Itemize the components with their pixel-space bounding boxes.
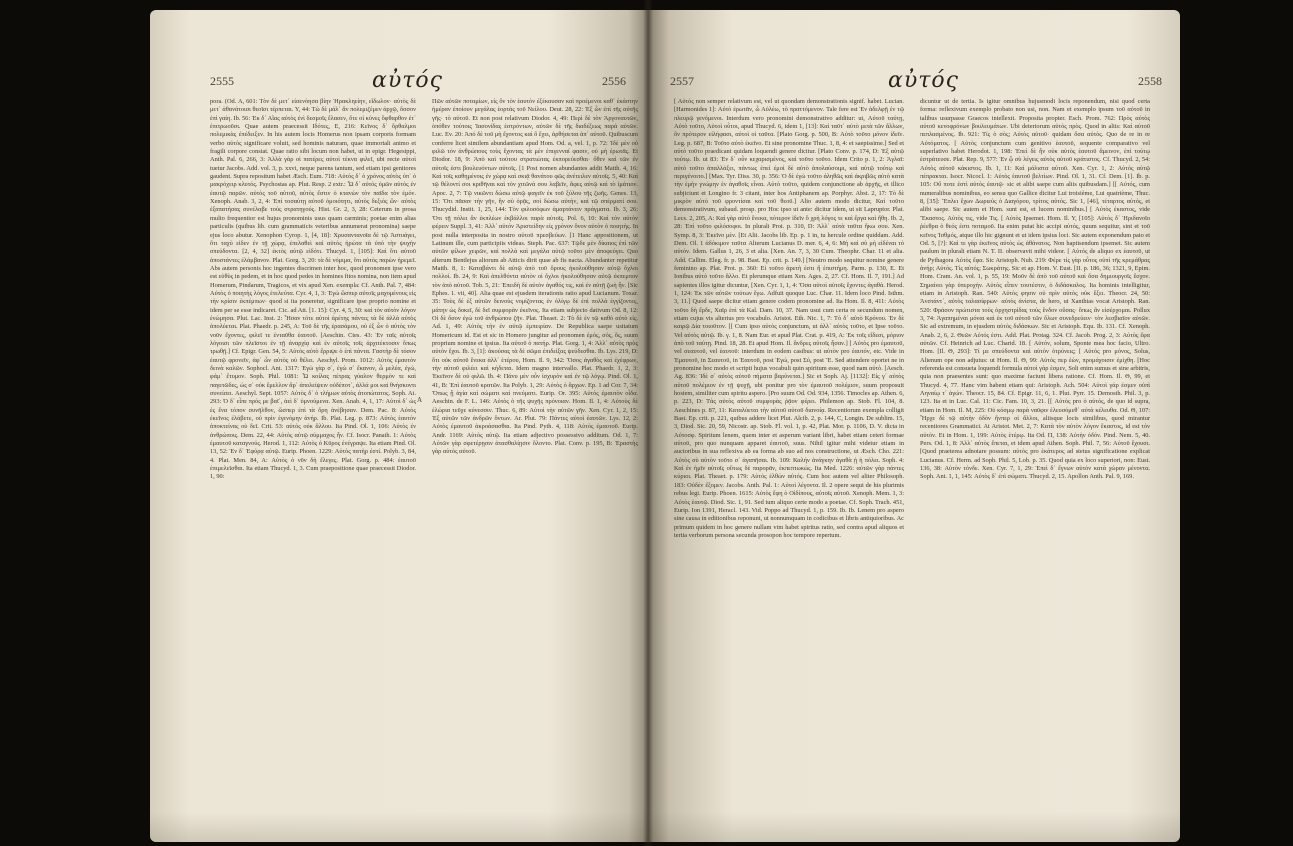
right-page-header xyxy=(648,68,1180,96)
right-page-columns xyxy=(674,98,1150,834)
text-column-1 xyxy=(210,98,416,834)
text-column-4 xyxy=(920,98,1150,834)
left-page xyxy=(150,10,648,842)
left-page-columns xyxy=(210,98,638,834)
column-text: dicuntur ut de tertia. Is igitur omnibus hujusmodi locis reponendum, nisi quod certa forma: reflexivum exemplo probato non usi, non. Nam et exemplo ipsum τοῦ αὐτοῦ in talibus usurpasse Graecos intellexit. Proposita propter. Esch. Prom. 762: Πρὸς αὐτὸς αὐτοῦ κενοφρόνων βουλευμάτων. Ubi deteriorum αὐτὸς πρὸς. Quod in aliis: Καὶ αὐτοῦ πεπλασμένος. Ib. 921: Τίς ὁ σὸς; Αὐτὸς αὐτοῦ· quidam ὅσα αὐτὸς. Quo de re in re Αὐτόματος. [ Αὐτὸς conjunctum cum genitivo ἑαυτοῦ, sequente comparativo vel superlativo habet Herodot. 1, 198: Ἐπεὶ δὲ ἦν οὐκ αὐτὸς ἑαυτοῦ ἄμεινον, ἐπὶ τούτῳ ἐστράτευσε. Plat. Rep. 9, 577: Ἐν ᾧ σὺ λέγεις αὐτὸς αὐτοῦ κράτιστος. Cf. Thucyd. 2, 54: Αὐτὸς αὐτοῦ κάκιστος. Ib. 1, 11: Καὶ μάλιστα αὐτοῦ. Xen. Cyr. 1, 2: Αὐτὸς αὐτῷ πέπρακται. Isocr. Nicocl. 1: Αὐτὸς ἑαυτοῦ βελτίων. Pind. Ol. 1, 31. Cf. Dem. [1]. Ib. p. 105: Οὔ ποτε ἐστὶ αὐτὸς ἑαυτῷ· sic et alibi saepe cum aliis quibusdam.] [[ Αὐτός, cum numeralibus nominibus, eo sensu quo Gallice dicitur Lui troisième, Lui quatrième, Thuc. 8, [35]: Ἔπλει ἔχων Δωριεὺς ὁ Διαγόρου, τρίτος αὐτός. Sic 1, [46], τέταρτος αὐτός, et alibi saepe. Sic autem et Hom. sunt est, et lucem nominibus.] [ Αὐτὸς ἑκαστος, vide Ἕκαστος. Αὐτὸς τις, vide Τις. [ Αὐτὸς Ipsemet. Hom. Il. Y, [105]: Αὐτὸς δ᾽ Ἠριδανοῖο ῥέεθρα ὁ θεός ἐστι ποταμοῦ. Ita enim putat hic accipi αὐτός, quum sequitur, sint et τοῦ κεῖνος Ἰσθμός, atque illo hic gignunt et ut idem ipsius loci. Sic autem exponendum pato et Od. 5, [?]: Καὶ τε γὰρ ἐκεῖνος αὐτὸς ὡς ἀθάνατος. Non haptisendum ipsemet. Sic autem paulum in plurali etiam N. T. II. observavit mihi videor. [ Αὐτός de aliquo ex ἑαυτοῦ, ut de Pythagora Αὐτὸς ἔφα. Sic Aristoph. Nub. 219: Φέρε τίς γὰρ οὗτος οὐπὶ τῆς κρεμάθρας ἀνήρ; Αὐτός. Τίς αὐτός; Σωκράτης. Sic et ap. Hom. V. Eust. [II. p. 186, 36; 1321, 9, Epim. Hom. Cram. An. vol. 1, p. 55, 19: Μοῦν δὲ ἀπὸ τοῦ αὐτοῦ καὶ ὅσα δημιουργοῖς ἔσχον. Σημαίνει γὰρ ὑπεροχήν. Αὐτὸς εἶπεν τουτέστιν, ὁ διδάσκαλος. Ita hominis intelligitur, etiam in Aristoph. Ran. 540: Αὐτὸς φησιν οὐ πρὶν αὐτὸς οὐκ ἔξει. Theocr. 24, 50: Ἀνστάντ᾽, αὐτὸς ταλασίφρων· αὐτὸς ἀνίστα, de hero, ut Xanthias vocat Aristoph. Ran. 520: Φράσον πρώτιστα τοὺς ὀρχηστρίδας τοὺς ἔνδον οὔσας· ὅπως ἂν εἰσέρχομαι. Pollux 3, 74: Ἀγαπημέναι μόναι καὶ ἐκ τοῦ αὐτοῦ τῶν ὅλων συνεδρεύειν· τὸν λεσβιαῖον αὐτῶν. Sic ad extremum, in ejusdem αὐτὸς διδάσκων. Sic et Aristoph. Equ. Ib. 131. Cf. Xenoph. Anab. 2, 6, 2. Θεῶν Αὐτός ἐστι. Add. Plat. Protag. 324. Cf. Jacob. Prog. 2, 3: Αὐτὸς ἔφα αὐτῶν. Cf. Heinrich ad Luc. Charid. 18. [ Αὐτόν, solum, Sponte mea hoc facio, Ultro. Hom. [Il. Θ, 293]: Τί με σπεύδοντα καὶ αὐτὸν ὀτρύνεις; [ Αὐτός pro μόνος, Solus, Alienum ope non adjutus: ut Hom. Il. Θ, 99: Αὐτός περ ἐὼν, προμάχοισιν ἐμίχθη. [Hoc referenda est consueta loquendi formula αὐτοὶ γάρ ἐσμεν, Soli enim sumus et sine arbitris, quia non praesentes sunt: quo maxime faciunt libera ratione. Cf. Hom. Il. Θ, 99, et Thucyd. 4, 77. Hanc vim habent etiam qui: Aristoph. Ach. 504: Αὐτοὶ γάρ ἐσμεν οὐπὶ Ληναίῳ τ᾽ ἀγών. Theocr. 15, 84. Cf. Epigr. 11, 6, 1. Plut. Pyrr. 15. Demosth. Phil. 3, p. 123. Ita et in Luc. Cal. 11: Cic. Fam. 10, 3, 21. [[ Αὐτός pro ὁ αὐτός, de quo id supra, etiam in Hom. Il. M, 225: Οὐ κόσμῳ παρὰ ναῦφιν ἐλευσόμεθ᾽ αὐτὰ κέλευθα. Od. Θ, 107: Ἦρχε δὲ τῷ αὐτὴν ὁδὸν ἥνπερ οἱ ἄλλοι, aliisque locis similibus, quod mirantur recentiores Grammatici. At Aristot. Met. 2, 7: Κατὰ τὸν αὐτὸν λόγον ἕκαστος, id est τὸν αὐτόν. Et in Hom. 1, 199: Αὐτὸς ἑτέρῳ. Ita Od. Π, 138: Αὐτὴν ὁδόν. Pind. Nem. 5, 40. Pers. Od. 1, 8: Ἀλλ᾽ αὐτὸς ἔπεται, et idem apud Athen. Soph. Phil. 7, 56: Αὐτοῦ ἔχουσι. [Quod praeterea adnotare possum: αὐτὸς pro ἑκάτερος ad stetus significatione explicat Lucianus. Cf. Herm. ad Soph. Phil. 5, Lob. p. 35. Quod quia ex loco superiori, non: Eust. 136, 38: Αὐτὸν τόνδε. Xen. Cyr. 7, 1, 29: Ἐπεὶ δ᾽ ἔγνων αὐτὸν κατὰ χώραν μένοντα. Soph. Ant. 1, 1, 145: Αὐτὸς δ᾽ ἐπὶ σώματι. Thucyd. 2, 15. Apollon Anth. Pal. 9, 169. xyxy=(920,98,1150,481)
column-text: Πῶν αὐτῶν ποταμίων, εἰς ὃν τὸν ἑαυτὸν ἐξέκαυσαν καὶ προέμενοι καθ᾽ ἑκάστην ἡμέραν ἐποίουν μεγάλας ἑορτὰς τοῦ Νείλου. Deut. 28, 22: Ἐξ ὧν ἐπὶ τῆς αὐτῆς γῆς· τὸ αὐτοῦ. Et non post relativum Diodor. 4, 49: Περὶ δὲ τὸν Ἀργοναυτῶν, ὁπόθεν τούτοις Ἰασονίδας ἐστρόντων, αὐτῶν δὲ τῆς διαδέξεως παρά αὐτῶν. Luc. Ev. 20: Ἀπό δὲ τοῦ μὴ ἔχοντος καὶ ὃ ἔχει, ἀρθήσεται ἀπ᾽ αὐτοῦ. Quibuscum conferre licet similem abundantiam apud Hom. Od. a, vel. 1, p. 72: Ἰδὲ μὲν οὐ φιλῶ τὸν ἀνθρώπους τοὺς ἔχοντας τὰ μὲν ἐπιγενναί φασιν, οὐ μὴ ἐρωτᾶς. Et Diodor. 18, 9: Ἀπὸ καὶ τούτου στρατιώτας ἐκπορεύεσθαι· ὅθεν καὶ τῶν ἐν αὐτοῖς ἐστι βουλευόντων αὐτοῖς. [1 Post nomen abundantes addit Matth. 4, 16: Καὶ τοῖς καθημένοις ἐν χώρᾳ καὶ σκιᾷ θανάτου φῶς ἀνέτειλεν αὐτοῖς. 5, 40: Καὶ τῷ θέλοντί σοι κριθῆναι καὶ τὸν χιτῶνά σου λαβεῖν, ἄφες αὐτῷ καὶ τὸ ἱμάτιον. Apoc. 2, 7: Τῷ νικῶντι δώσω αὐτῷ φαγεῖν ἐκ τοῦ ξύλου τῆς ζωῆς. Genes. 13, 15: Ὅτι πᾶσαν τὴν γῆν, ἣν σὺ ὁρᾷς, σοὶ δώσω αὐτήν, καὶ τῷ σπέρματί σου. Thucydid. Instit. 1, 25, 144: Τὸν φιλοσόφων ἁμαρτάνειν πράγματα. Ib. 3, 26: Ὅτι τῇ πόλει ἂν ἐκπλέων ἐκβάλλοι παρὰ αὐτοῖς. Pol. 6, 10: Καὶ τὸν αὐτὸν φέρειν Suppl. 3, 41: Ἀλλ᾽ αὐτὸν Ἀριστείδην εἰς χρόνον ὄνον αὐτὸν ὁ ποιητὴς. In post nulla interposita in nostro αὐτοῦ πρεσβεύων. [1 Hanc appositionem, ut Latinum ille, cum participiis videas. Steph. Pac. 637: Τῷδε μὲν δίκαιος ἐπὶ τῶν αὐτῶν φίλων χειρῶν, καὶ πολλὰ καὶ μεγάλα αὐτῷ τοῦτο μὲν ἀποφεύγει. Quo alterum Bentlejus aliorum ab Atticis dirit quae ab fis nacta. Abundanter repetitur Matth. 8, 1: Καταβάντι δὲ αὐτῷ ἀπὸ τοῦ ὄρους ἠκολούθησαν αὐτῷ ὄχλοι πολλοί. Ib. 24, 9: Καὶ ἀπελθόντα αὐτὸν οἱ ὄχλοι ἠκολούθησαν αὐτῷ ἐκπεμπον τὸν ἀπὸ αὐτοῦ. Tob. 5, 21: Ἐπειδὴ δὲ αὐτὸν ἀγαθός τις, καὶ ἐν αὐτῇ ζωὴ ἦν. [Sic Ephes. 1. vii, 40]. Alia quae est ejusdem iterationis ratio apud Lucianum. Toxar. 35: Τοὺς δὲ ἐξ αὐτῶν δεινοὺς νομίζοντας ἐν ὀλίγῳ δὲ ἐπὶ πολλὰ ἐγγίζοντες, μάτην ὡς δοκεῖ, δὲ δεῖ συμφορὰν ἐκεῖνος. Ita etiam subjecto dativum Od. 8, 12: Οἱ δὲ ὅσον ἐγὼ τοῦ ἀνθρώπου ζῆν. Plat. Theaet. 2: Τὸ δὲ ἐν τῷ καθὸ αὐτὸ εἰς. Ad. 1, 49: Αὐτὸς τὴν ἐν αὐτῷ ἐμπειρίαν. De Republica saepe usitatum Homericum id. Est et sic in Homero jungitur ad pronomen ἐμός, σός, ὅς, suum proprium nomine et ipsius. Ita αὐτοῦ ὁ πατήρ. Plat. Gorg. 1, 4: Ἀλλ᾽ αὐτὸς πρὸς αὐτὸν ἔχοι. Ib. 3, [1]: ἀκούσας τὰ δὲ σῶμα ἐπιδείξας ψεύδεσθαι. Ib. Lys. 219, D: ὅτι οὐκ αὐτοῦ ἕνεκα ἀλλ᾽ ἑτέρου, Hom. Il. 9, 342: Ὅσος ἀγαθὸς καὶ ἐχέφρων, τὴν αὐτοῦ φιλέει καὶ κήδεται. Idem magno intervallo. Plat. Phaedr. 1, 2, 3: Ἐκεῖνον δὲ οὐ φιλῶ. Ib. 4: Πάνυ μὲν οὖν ἰσχυρὸν καὶ ἐν τῷ λόγῳ. Pind. Ol. 1, 41, B: Ἐπὶ ἑαυτοῦ κρατῶν. Ita Polyb. 1, 29: Αὐτὸς ὁ ἄρχων. Ep. 1 ad Cor. 7, 34: Ὅπως ᾖ ἁγία καὶ σώματι καὶ πνεύματι. Eurip. Or. 395: Αὐτὸς ἐμαυτὸν οἶδα. Aeschin. de F. L. 146: Αὐτὸς ὁ τῆς ψυχῆς πρόνοιαν. Hom. Il. 1, 4: Αὐτοὺς δὲ ἑλώρια τεῦχε κύνεσσιν. Thuc. 6, 89: Αὐτοὶ τὴν αὐτῶν γῆν. Xen. Cyr. 1, 2, 15: Ἐξ αὐτῶν τῶν ἀνδρῶν ὄντων. Ar. Plut. 79: Πάντες αὐτοὶ ἑαυτῶν. Lys. 12, 2: Αὐτὸς ἐμαυτοῦ ἀκροάσασθαι. Ita Pind. Pyth. 4, 118: Αὐτὸς ἐμαυτοῦ. Eurip. Andr. 1169: Αὐτὸς αὐτῷ. Ita etiam adjectivo possessivo additum. Od. 1, 7: Αὐτῶν γὰρ σφετέρῃσιν ἀτασθαλίῃσιν ὄλοντο. Plat. Conv. p. 195, B: Ἐραστὴς γὰρ αὐτὸς αὐτοῦ. xyxy=(432,98,638,456)
text-column-3 xyxy=(674,98,904,834)
page-number-right: 2558 xyxy=(1138,74,1162,88)
text-column-2 xyxy=(432,98,638,834)
headword-left: αὐτός xyxy=(372,68,443,93)
column-text: [ Αὐτός non semper relativum est, vel ut quondam demonstrationis signif. habet. Lucian. [Harmonides 1]: Αὐτὸ ἐρωτᾶν, ὦ Αὐλέω, τὸ πραττόμενον. Tale fere est Ἐν ἀδελφῇ ἐν τῷ πλευρῷ γενόμενοι. Interdum vero pronomini demonstrativo additur: ut, Αὐτοῦ ταύτῃ, Αὐτὸ τοῦτο, Αὐτοὶ οὗτοι, apud Thucyd. 6, idem 1, [13]: Καὶ ταῦτ᾽ αὐτὸ μετὰ τῶν ἄλλων, ὃν πρότερον εἰλήφασι, αὐτοὶ οἱ ταῦτα. [Plato Gorg. p. 500, B: Αὐτὸ τοῦτο μόνον ἰδεῖν. Leg. p. 687, B: Τοῦτο αὐτὸ ἐκεῖνο. Et sine pronomine Thuc. 1, 8, 4: et saepissime.] Sed et αὐτὸ τοῦτο praedicant quidam loquendi genere dicitur. [Plato Conv. p. 174, D: Ἐξ αὐτῷ τούτῳ. Ib. ut 83: Ἐν δ᾽ οὖν κεχαρισμένος, καὶ τοῦτο τοῦτο. Idem Crito p. 1, 2: Ἀγλαῖ: αὐτὸ τοῦτο ἀπαλλάξει, πάντως ἐπεὶ ἐμοὶ δὲ αὐτὸ ἀπολαύσοιμι, καὶ αὐτῷ τούτῳ καὶ περιγένοιτο.] [Max. Tyr. Diss. 30, p. 356: Ὁ δὲ ἐγὼ τοῦτο ἀληθῶς καὶ ἀκριβῶς αὐτὸ κατὰ τὴν ἐμὴν γνώμην ἐν ἀγαθοῖς εἶναι. Αὐτὸ τοῦτο, quidem conjunctione ab ἀρχῆς, et illico subjiciunt et Longino fr. 3 citant, inter hos Antiphanem ap. Porphyr. Abst. 2, 17: Τὸ δὲ μικρὸν αὐτὸ τοῦ φροντίσαι καὶ τοῦ θεοῦ.] Alio autem modo dicitur, Καὶ τοῦτο demonstrativum, subaud. prosp. pro Hoc ipso ut ante: dicitur idem, ut sit Lapruptor. Plat. Lecs. 2, 205, A: Καὶ γὰρ αὐτὸ ἕνεκα, πότερον ἰδεῖν ὃ χρὴ λόγος τε καὶ ἔργα καὶ ἤθη. Ib. 2, 28: Ἐπὶ τοῦτο φιλόσοφοι. In plurali Prot. p. 310, D: Ἀλλ᾽ αὐτὰ ταῦτα ἥκω σου. Xen. Symp. 8, 3: Ἐκεῖνο μὲν. [Et Alii. Jacobs lib. Ep. p. 1 in, tu hercule ordine quiddam. Add. Dem. Ol. 1 ἀδόκιμον ταῦτα Alterum Lucianus D. mer. 6, 4, 6: Μὴ καὶ σὺ μὴ εἰδέναι τὸ αὐτόν. Idem. Gallus 1, 26, 3 et alia. [Xen. An. 7, 3, 30 Cum. Theophr. Char. 11 et alia. Add. Callim. Eleg. fr. p. 98. Bast. Ep. crit. p. 149.] [Neutro modo sequitur nomine genere feminino ap. Plat. Prot. p. 360: Εἰ τοῦτο ἀρετὴ ἐστι ἢ ἐπιστήμη. Parm. p. 130, E. Et Ionibus αὐτὸ τοῦτο ἄλλο. Et plerumque etiam Xen. Ages. 2, 27. Cf. Hom. Il. 7, 191.] Ad sapientes illos igitur dicuntur, [Xen. Cyr. 1, 1, 4: Ὅσα αὐτοὶ αὐτοῖς ἔχοντες ἀγαθά. Herod. 1, 124: Ἐκ τῶν αὐτῶν τούτων ἔγω. Adfuit quoque Luc. Char. 11. Idem loco Pind. Isthm. 3, 11.] Quod saepe dicitur etiam genere codem pronomine ad. Ita Hom. Il. 8, 411: Αὐτὸς τοῦτο δὴ ἔρδε, Χαῖρ ἐπὶ τὰ Kal. Dam. 10, 37. Nam usui cum certa re secundum nomen, etiam cujus vis alterius pro vocabulo. Aristot. Eth. Nic. 1, 7: Τὸ δ᾽ αὐτὸ Κρόνου. Ἐν δὲ καιρῷ Δία τοιοῦτον. [[ Cum ipso αὐτὸς conjunctum, ut ἀλλ᾽ αὐτὸς τοῦτο, et Ipse τοῦτο. Vel αὐτὸς αὐτῷ. Ib. γ. 1, 8. Nam Eur. et apud Plat. Crat. p. 419, A: Ἐκ τοῖς εἴδεσι, μόριον ἀπὸ τοῦ ταύτῃ. Pind. 18, 28. Et apud Hom. Il. ἄνδρες αὐτοῖς ἦσαν.] [ Αὐτὸς pro ἐμαυτοῦ, vel σεαυτοῦ, vel ἑαυτοῦ: interdum in eodem casibus: ut αὐτὸν pro ἑαυτόν, etc. Vide in Ἐμαυτοῦ, in Σεαυτοῦ, in Ἑαυτοῦ, post Ἐγώ, post Σύ, post Ἕ. Sed attendere oportet ne in pronomine hoc modo et scripti hujus vocabuli quin spiritum esse, quod nam αὐτὸ. [Aesch. Ag. 836: Ἰδὲ σ᾽ αὐτὸς αὐτοῦ πήματα βαρύνεται.] Sic et Soph. Aj. [1132]: Εἰς γ᾽ αὐτὸς αὐτοῦ πολέμιον ἐν τῇ ψυχῇ, ubi ponitur pro τὸν ἐμαυτοῦ πολέμιον, suum proposuit hostem, similiter cum spiritu asperο. [Pro suum Od. Od. 934, 1356. Timocles ap. Athen. 6, p. 223, D: Τὰς αὐτὸς αὐτοῦ συμφορὰς ῥᾷον φέρει. Philemon ap. Stob. Fl. 104, 8. Aeschines p. 87, 11: Καταλύεται τὴν αὐτοῦ αὐτοῦ διανοίᾳ. Recentiorum exempla colligit Bast. Ep. crit. p. 221, quibus addere licet Plut. Alcib. 2, p. 144, C, Longin. De sublim. 15, 3, Diod. Sic. 20, 59, Nicostr. ap. Stob. Fl. vol. 1, p. 42, Plat. Mor. p. 1106, D. V. dicta in Αὐτοσφ. Spiritum lenem, quem inter et asperum variant libri, habet etiam ceteri formae αὐτοῦ, pro quo nunquam apparet ἑαυτοῦ, suus. Nihil igitur mihi videtur etiam in auctoribus in sua reflexiva ab ea forma ab suo ad nos constructione, ut Æsch. Cho. 221: Αὐτὸς σὺ αὐτὸν τοῦτο σ᾽ ἀγαπῆσαι. Ib. 109: Καλὴν ἀνάγκην ἀγαθὰ ᾐ ἡ πόλει. Soph. 4: Καὶ ἐν ἡμῖν αὐτοῖς οὕτως δὲ παρορᾶν, ἐκπεπτωκώς. Ita Med. 1226: αὐτῶν γὰρ πάντες κύριοι. Plat. Theaet. p. 179: Αὐτὸς ἐλθὼν αὐτός. Cum hoc autem vel aliter Philosoph. 183: Οὐδὲν ἕξομεν. Jacobs. Anth. Pal. 1: Αὐτοὶ λέγοντα. Il. 2 opere sequi de his plurimis rebus legi. Eurip. Phoen. 1615: Αὐτὸς ἔφη ὁ Οἰδίπους, αὐτοῖς αὐτοῦ. Xenoph. Mem. 1, 3: Αὐτὸς ἑαυτῷ. Diod. Sic. 1, 91. Sed tum aliquo certe modo a poetae. Cf. Soph. Trach. 451, Eurip. Ion 1391, Heracl. 143. Vid. Poppo ad Thucyd. 1, p. 159. Ib. Ib. Lenem pro aspero sine causa in editionibus reponunt, ut nonnumquam in codicibus et libris antiquioribus. Ac primum quidem in hoc genere nullam vim habet spiritus ratio, sed contra apud aliquos et tertia verborum persona secunda prosopon hoc tempore repertum. xyxy=(674,98,904,539)
page-number-right: 2556 xyxy=(602,74,626,88)
column-text: pora. (Od. A, 601: Τὸν δὲ μετ᾽ εἰσενόησα βίην Ἡρακληείην, εἴδωλον· αὐτὸς δὲ μετ᾽ ἀθανάτοισι θεοῖσι τέρπεται. Y, 44: Τὼ δὲ μάλ᾽ ἂν πολεμιζέμεν ἀρχῷ, ὅσσον ἐπὶ γαίη. Ib. 56: Ἐκ δ᾽ Αἴας αὐτὸς ἐνὶ δεσμοῖς ἔλασεν, ὅτε οἱ κύνες ὄφθαρθον ἐτ᾽ ἐπιτρωοῦσι. Quae autem praecessit Ιδότες, E, 216: Κεῖνος δ᾽ ὄρθαλμοι πολεμικὰς ἐπέδειξεν. In his autem locis Homerus non ipsam corporis formam verbo αὐτὸς significare voluit, sed hominis naturam, quae immortali animo et fragili corpore constat. Quae ratio sibi locum non habet, ut in epigr. Hegesippi, Anth. Pal. 6, 266, 3: Ἀλλὰ γὰρ οἱ πατέρες αὐτοὶ τέκνα φιλεῖ, ubi recte αὐτοὶ tuetur Jacobs. Add. vol. 3, p. xxvi, neque parens tantum, sed etiam ipsi genitores gaudent. Supra repositum habet Æsch. Eum. 718: Αὐτὸς δ᾽ ὁ χρόνος αὐτὸς ὑπ᾽ ὁ μακρόχειρ κλυτός. Psychostas ap. Plut. Resp. 2 extr.: Ὦ δ᾽ αὐτὸς ὑμῶν αὐτὸς ἐν ἑαυτῷ παρῶν. αὐτὸς τοῦ αὐτοῦ, αὐτὸς ἔστιν ὁ κτανὼν τὸν παῖδα τὸν ἐμόν. Xenoph. Anab. 3, 2, 4: Ἐπὶ τοσαύτῃ αὐτοῦ ὁμοιότητι, αὐτὸς δεξιὸς ὤν· αὐτὸς ἐξαπατήσας συνέλαβε τοὺς στρατηγούς. Hist. Gr. 2, 3, 28: Ceterum in prosa multo frequentior est hujus pronominis usus quam carminis; poetae enim alias particulis (quibus lib. cum grammaticis veteribus annumerat pronomina) saepe ejus loco abutur. Xenophon Cyrop. 1, [4, 18]: Χρυσαντανοῖα δὲ τῷ Ἀστυάγει, ὅτι ταχὺ εἰδεν ἐν τῇ χώρᾳ, ἐπελαθεὶ καὶ αὐτὸς ἠρώτα τὰ ὑπὸ τὴν ψυχὴν σπεύδοντα. [2, 4, 32] ἐκτὸς αὐτῷ εἰδότι. Thucyd. 1, [105]: Καὶ ὅτι αὐτοῦ ἀποστάντες ἐλάμβανον. Plat. Gorg. 3, 20: τὰ δὲ νόμιμα, ὅτι αὐτὸς παρὼν ἠρεμεῖ. Abs autem personis hoc ingentes discrimen inter hoc, quod pronomen ipse vero est εὐθὺς in pedem, et in hoc quod pedes in homines fitos nomina, non item apud Homerum, Pindarum, Tragicos, et vix apud Xen. exempla: Cf. Anth. Pal. 7, 484: Αὐτὸς ὁ ποιητὴς λόγος ἐτελεύτα. Cyr. 4, 1, 3: Ἐγὼ ὥσπερ αὐτοῖς μαχομένους εἰς τὴν κρίσιν ἐκπέμπων· quod si ita poneretur, significare ipse proprio nomine et idem per se esse indicaret. Cic. ad Att. [1. 15]: Cyr. 4, 5, 30: καὶ τὸν αὐτὸν λόγον ἐνώμησα. Plut. Lac. Inst. 2: Ἦσαν τότε αὐτοὶ ἀρέτης πάντες τὰ δὲ ἀλλὰ αὐτὸς ἀπολύεται. Plat. Phaedr. p. 245, A: Τοῦ δὲ τῆς ἐρασάμου, οὐ ἐξ ὧν ὁ αὐτὸς τὸν νοῦν ἔχοντες, φιλεῖ τε ἐνταῦθα ἑαυτοῦ. [Aeschin. Ctes. 43: Ἐν ταῖς αὐτοῖς λόγοισι τῶν πλεῖστοι ἐν τῇ ἀναρχίᾳ καὶ ἐν αὐτοῖς τοῖς ἀρχιτέκτοσιν ὅπως τρωθῇ.] Cf. Epigr. Gen. 54, 5: Αὐτὸς αὐτὸ ἔρριψε ὁ ἐπὶ πάντα. Γαστὴρ δὲ τόσον ἑαυτῷ φρονεῖν, ἀφ᾽ ὧν αὐτὸς οὐ θέλει. Aeschyl. Prom. 1012: Αὐτὸς ἐμαυτὸν δεινὰ καλῶν. Sophocl. Ant. 1317: Ἐγὼ γὰρ σ᾽, ἐγώ σ᾽ ἔκανον, ὦ μελέα, ἐγώ, φάμ᾽ ἔτυμον. Soph. Phil. 1081: Ὦ κοίλας πέτρας γύαλον θερμὸν τε καὶ παγετῶδες, ὡς σ᾽ οὐκ ἔμελλον ἄρ᾽ ἀπολείψειν οὐδέποτ᾽, ἀλλά μοι καὶ θνήσκοντι συνείσει. Aeschyl. Sept. 1057: Αὐτὸς δ᾽ ὁ τλήμων αὐτὸς ἀτοπώτατος. Soph. Ai. 293: Ὁ δ᾽ εἶπε πρός με βαῖ᾽, ἀεὶ δ᾽ ὑμνούμενα. Xen. Anab. 4, 1, 17: Αὐτοὶ δ᾽ ὡς ἐς ἕνα τόπον συνῆλθον, ὥσπερ ἐπὶ τὰ ὅρη ἀνέβησαν. Dem. Pac. 8: Αὐτὸς ἐκεῖνος ἐλάβετε, οὐ πρὶν ἐγενόμην ἀνήρ. Ib. Plat. Leg. p. 873: Αὐτὸς ἑαυτὸν ἀποκτείνας οὐ δεῖ. Crit. 53: αὐτὸς οὐκ ἄλλου. Ita Pind. Ol. 1, 106: Αὐτὸς ἐν ἀνθρώποις. Dem. 22, 44: Αὐτὸς αὐτῷ σύμμαχος ἦν. Cf. Isocr. Panath. 1: Αὐτὸς ἐμαυτοῦ καταγνούς. Herod. 1, 112: Αὐτὸς ὁ Κῦρος ἐνέγραψε. Ita etiam Pind. Ol. 13, 52: Ἐν δ᾽ Ἐφύρᾳ αὐτῷ. Eurip. Phoen. 1229: Αὐτὸς πατὴρ ἐστί. Polyb. 3, 84, 4. Plat. Men. 84, A: Αὐτὸς ὁ νῦν δὴ ἔλεγες. Plat. Gorg. p. 484: ἑαυτοῦ ἐπιμελεῖσθαι. Ita etiam Thucyd. 1, 3. Cum praepositione quae praecessit Diodor. 1, 90: xyxy=(210,98,416,481)
headword-right: αὐτός xyxy=(888,68,959,93)
page-number-left: 2557 xyxy=(670,74,694,88)
left-page-header xyxy=(150,68,648,96)
right-page xyxy=(648,10,1180,842)
column-letter-mark: A xyxy=(417,396,423,404)
page-number-left: 2555 xyxy=(210,74,234,88)
